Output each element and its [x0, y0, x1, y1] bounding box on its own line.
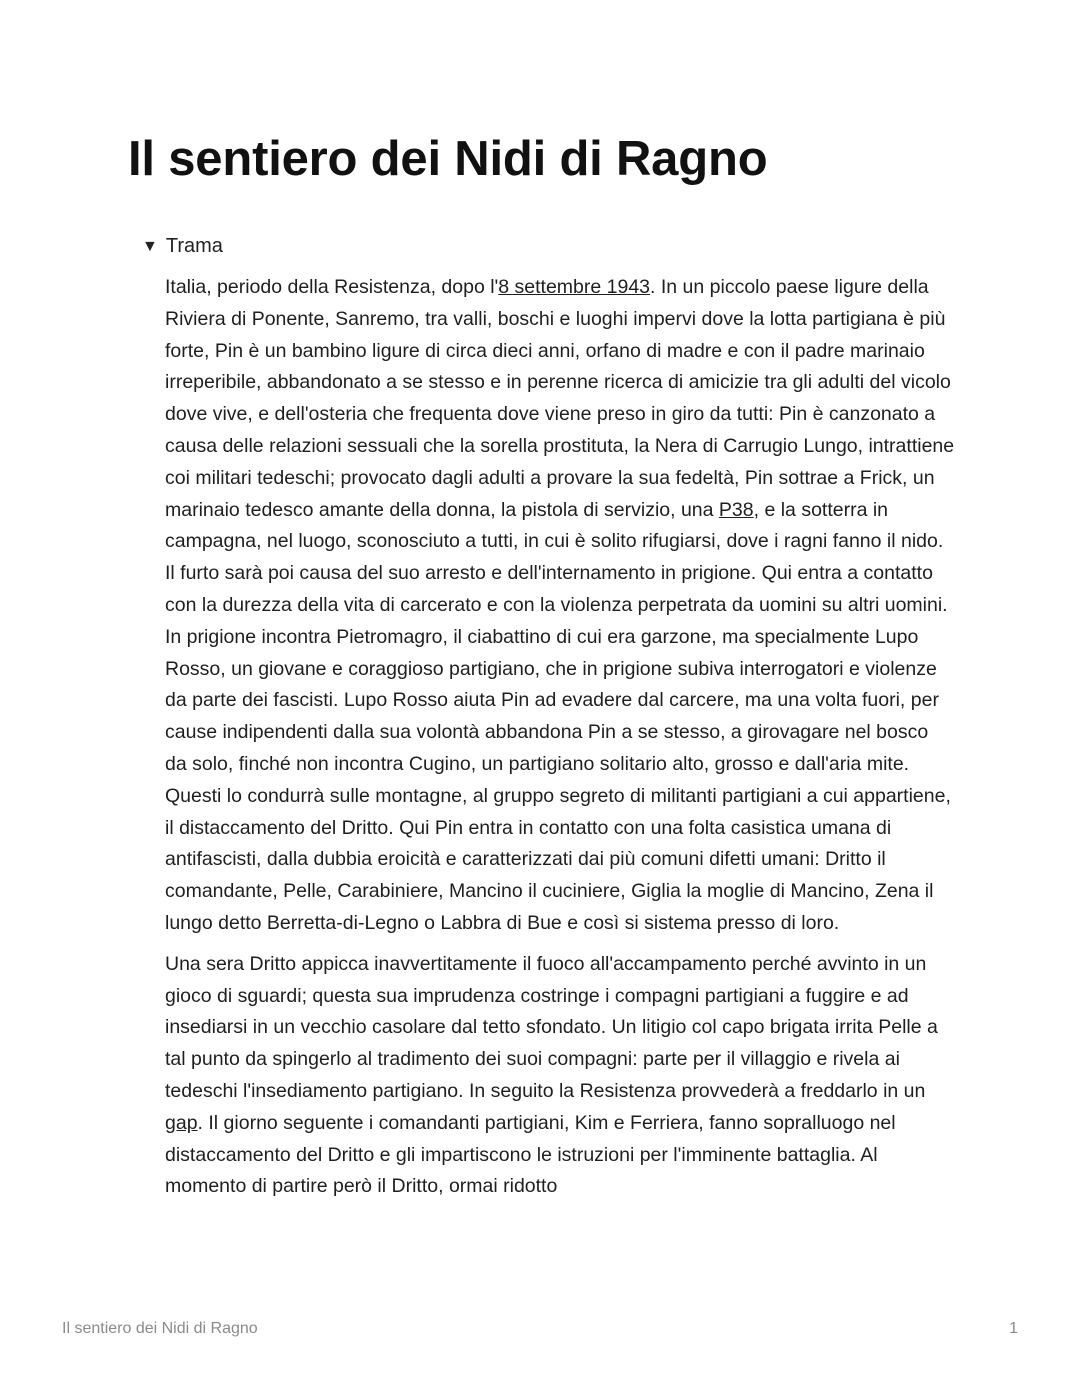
paragraph — [165, 949, 955, 1203]
link-8-settembre-1943[interactable]: 8 settembre 1943 — [498, 276, 651, 298]
page-title: Il sentiero dei Nidi di Ragno — [128, 132, 768, 186]
disclosure-triangle-icon[interactable]: ▼ — [142, 238, 158, 255]
footer-title: Il sentiero dei Nidi di Ragno — [62, 1320, 258, 1337]
paragraph-text: . Il giorno seguente i comandanti partigiani, Kim e Ferriera, fanno sopralluogo nel distaccamento del Dritto e gli impartiscono le istruzioni per l'imminente battaglia. Al momento di partire però il Dritto, ormai ridotto — [165, 1111, 896, 1198]
paragraph-text: , e la sotterra in campagna, nel luogo, sconosciuto a tutti, in cui è solito rifugiarsi, dove i ragni fanno il nido. Il furto sarà poi causa del suo arresto e dell'internamento in prigione. Qui entra a contatto con la durezza della vita di carcerato e con la violenza perpetrata da uomini su altri uomini. In prigione incontra Pietromagro, il ciabattino di cui era garzone, ma specialmente Lupo Rosso, un giovane e coraggioso partigiano, che in prigione subiva interrogatori e violenze da parte dei fascisti. Lupo Rosso aiuta Pin ad evadere dal carcere, ma una volta fuori, per cause indipendenti dalla sua volontà abbandona Pin a se stesso, a girovagare nel bosco da solo, finché non incontra Cugino, un partigiano solitario alto, grosso e dall'aria mite. Questi lo condurrà sulle montagne, al gruppo segreto di militanti partigiani a cui appartiene, il distaccamento del Dritto. Qui Pin entra in contatto con una folta casistica umana di antifascisti, dalla dubbia eroicità e caratterizzati dai più comuni difetti umani: Dritto il comandante, Pelle, Carabiniere, Mancino il cuciniere, Giglia la moglie di Mancino, Zena il lungo detto Berretta-di-Legno o Labbra di Bue e così si sistema presso di loro. — [165, 498, 951, 934]
trama-section-toggle[interactable] — [142, 232, 223, 261]
paragraph-text: Una sera Dritto appicca inavvertitamente il fuoco all'accampamento perché avvinto in un gioco di sguardi; questa sua imprudenza costringe i compagni partigiani a fuggire e ad insediarsi in un vecchio casolare dal tetto sfondato. Un litigio col capo brigata irrita Pelle a tal punto da spingerlo al tradimento dei suoi compagni: parte per il villaggio e rivela ai tedeschi l'insediamento partigiano. In seguito la Resistenza provvederà a freddarlo in un — [165, 952, 938, 1102]
section-heading: Trama — [165, 235, 223, 257]
paragraph-text: Italia, periodo della Resistenza, dopo l' — [165, 276, 499, 298]
link-gap[interactable]: gap — [165, 1111, 198, 1134]
section-body — [165, 272, 955, 1212]
link-p38[interactable]: P38 — [718, 498, 754, 521]
footer-page-number: 1 — [1009, 1320, 1018, 1337]
paragraph — [165, 272, 955, 940]
paragraph-text: . In un piccolo paese ligure della Riviera di Ponente, Sanremo, tra valli, boschi e luoghi impervi dove la lotta partigiana è più forte, Pin è un bambino ligure di circa dieci anni, orfano di madre e con il padre marinaio irreperibile, abbandonato a se stesso e in perenne ricerca di amicizie tra gli adulti del vicolo dove vive, e dell'osteria che frequenta dove viene preso in giro da tutti: Pin è canzonato a causa delle relazioni sessuali che la sorella prostituta, la Nera di Carrugio Lungo, intrattiene coi militari tedeschi; provocato dagli adulti a provare la sua fedeltà, Pin sottrae a Frick, un marinaio tedesco amante della donna, la pistola di servizio, una — [165, 276, 955, 521]
